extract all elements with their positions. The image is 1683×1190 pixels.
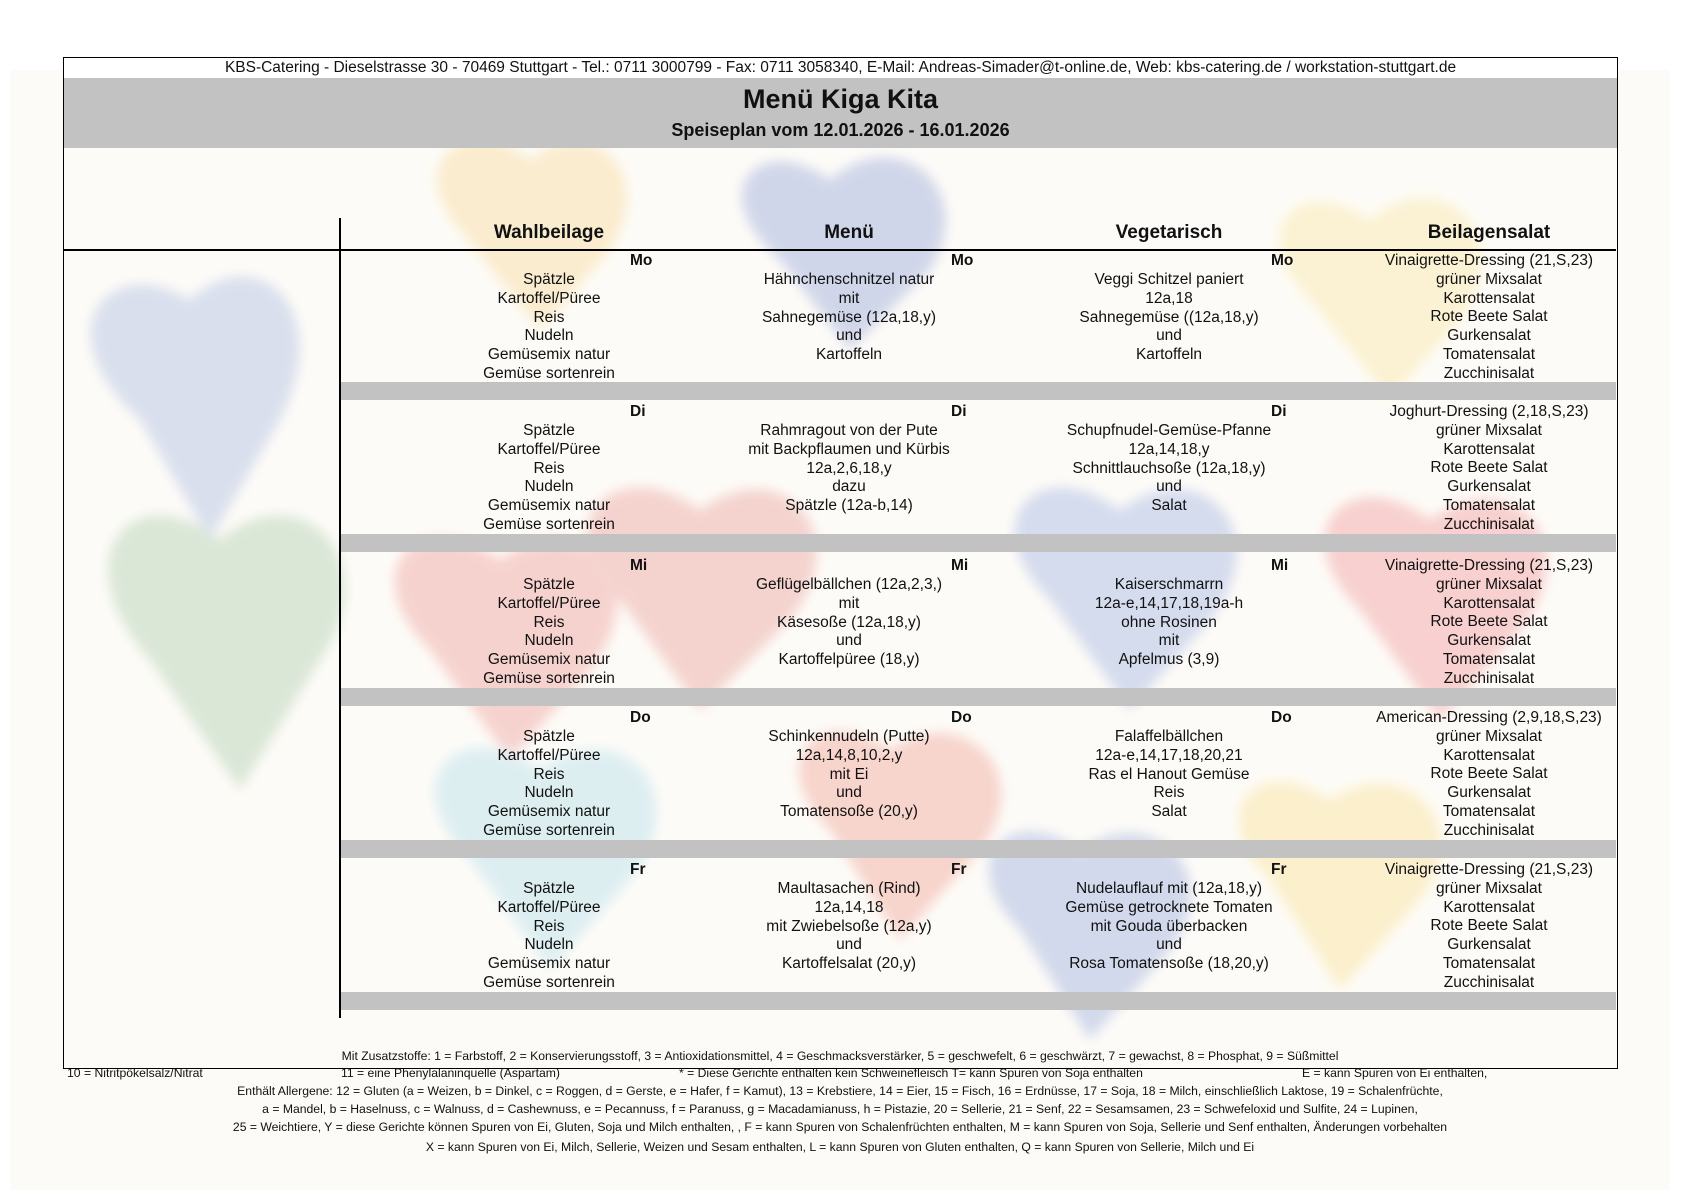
day-label-salat: Di [1271,403,1287,420]
vegetarisch-list [1024,271,1314,365]
menu-list-item: Maultasachen (Rind) [777,880,921,897]
vegetarisch-list-item: 12a-e,14,17,18,20,21 [1095,746,1243,764]
wahlbeilage-list [404,271,694,384]
wahlbeilage-list-item: Gemüse sortenrein [483,821,615,839]
header-divider [64,249,1616,251]
column-header-beilagensalat: Beilagensalat [1427,222,1551,243]
wahlbeilage-list-item: Gemüse sortenrein [483,364,615,382]
vegetarisch-list-item: Salat [1151,497,1187,515]
day-label-salat: Do [1271,709,1292,726]
column-header-menu: Menü [824,222,874,243]
day-label-salat: Fr [1271,861,1287,878]
salat-list [1314,709,1664,841]
wahlbeilage-list-item: Reis [533,613,565,631]
salat-list [1314,403,1664,535]
title-band [64,78,1617,148]
vegetarisch-list [1024,422,1314,516]
wahlbeilage-list-item: Gemüsemix natur [487,803,611,821]
menu-sheet [63,57,1618,1154]
menu-list [704,576,994,670]
wahlbeilage-list-item: Gemüsemix natur [487,497,611,515]
menu-list-item: und [836,327,862,345]
column-header-vegetarisch: Vegetarisch [1115,222,1223,243]
wahlbeilage-list [404,422,694,535]
menu-list-item: 12a,2,6,18,y [806,459,892,477]
day-label-salat: Mi [1271,557,1289,574]
menu-list-item: Kartoffelsalat (20,y) [781,955,917,973]
page-title: Menü Kiga Kita [742,84,938,114]
wahlbeilage-list-item: Spätzle [523,422,575,439]
wahlbeilage-list-item: Kartoffel/Püree [497,898,601,916]
day-label-menu: Fr [630,861,646,878]
wahlbeilage-list-item: Gemüsemix natur [487,955,611,973]
day-separator [341,534,1616,552]
wahlbeilage-list-item: Spätzle [523,880,575,897]
menu-list-item: und [836,784,862,802]
salat-list-item: Zucchinisalat [1443,364,1535,382]
wahlbeilage-list-item: Spätzle [523,576,575,593]
vegetarisch-list-item: Gemüse getrocknete Tomaten [1065,898,1273,916]
salat-list-item: Karottensalat [1443,289,1535,307]
vegetarisch-list-item: Nudelauflauf mit (12a,18,y) [1075,880,1263,897]
vegetarisch-list-item: Apfelmus (3,9) [1118,651,1220,669]
wahlbeilage-list [404,576,694,689]
wahlbeilage-list-item: Nudeln [524,936,574,954]
menu-list-item: 12a,14,18 [814,898,884,916]
menu-list-item: Tomatensoße (20,y) [780,803,918,821]
salat-list-item: Tomatensalat [1442,496,1536,514]
wahlbeilage-list [404,880,694,993]
legend-line-traces: 25 = Weichtiere, Y = diese Gerichte können Spuren von Ei, Gluten, Soja und Milch enthalten, , F = kann Spuren von Schalenfrüchten enthalten, M = kann Spuren von Soja, Sellerie und Senf enthalten, Änderungen vorbehalten [232,1120,1448,1134]
menu-list-item: Kartoffeln [815,346,883,364]
vegetarisch-list-item: Schnittlauchsoße (12a,18,y) [1072,459,1266,477]
legend-line-egg: E = kann Spuren von Ei enthalten, [1302,1066,1488,1080]
salat-list-item: Zucchinisalat [1443,821,1535,839]
menu-list-item: Rahmragout von der Pute [760,422,938,439]
salat-list [1314,861,1664,993]
menu-list-item: Hähnchenschnitzel natur [763,271,935,288]
salat-list-item: Karottensalat [1443,898,1535,916]
salat-list-item: Tomatensalat [1442,345,1536,363]
salat-list-item: Rote Beete Salat [1430,613,1548,631]
salat-list-item: Vinaigrette-Dressing (21,S,23) [1384,252,1594,269]
menu-list-item: Geflügelbällchen (12a,2,3,) [755,576,943,593]
day-label-menu: Di [630,403,646,420]
menu-list-item: mit Zwiebelsoße (12a,y) [766,917,932,935]
menu-grid [64,148,1616,1154]
salat-list-item: Vinaigrette-Dressing (21,S,23) [1384,861,1594,878]
day-label-vegetarisch: Fr [951,861,967,878]
left-divider [339,218,341,1018]
salat-list-item: grüner Mixsalat [1436,575,1542,593]
salat-list-item: Tomatensalat [1442,954,1536,972]
menu-list-item: Kartoffelpüree (18,y) [778,651,920,669]
day-separator [341,992,1616,1010]
salat-list-item: Joghurt-Dressing (2,18,S,23) [1389,403,1589,420]
wahlbeilage-list-item: Gemüse sortenrein [483,973,615,991]
vegetarisch-list-item: und [1156,936,1182,954]
wahlbeilage-list-item: Reis [533,308,565,326]
salat-list-item: Tomatensalat [1442,802,1536,820]
menu-list [704,271,994,365]
menu-list-item: mit [838,289,860,307]
wahlbeilage-list-item: Kartoffel/Püree [497,440,601,458]
vegetarisch-list-item: und [1156,327,1182,345]
menu-list-item: und [836,632,862,650]
menu-list-item: Käsesoße (12a,18,y) [777,613,921,631]
wahlbeilage-list-item: Gemüse sortenrein [483,669,615,687]
day-label-menu: Mi [630,557,648,574]
salat-list-item: grüner Mixsalat [1436,879,1542,897]
day-label-vegetarisch: Mi [951,557,969,574]
vegetarisch-list-item: mit Gouda überbacken [1090,917,1248,935]
wahlbeilage-list-item: Nudeln [524,327,574,345]
menu-list-item: mit [838,594,860,612]
menu-list-item: mit Backpflaumen und Kürbis [748,440,950,458]
page-subtitle: Speiseplan vom 12.01.2026 - 16.01.2026 [671,120,1010,140]
day-separator [341,840,1616,858]
legend-line-allergens: Enthält Allergene: 12 = Gluten (a = Weizen, b = Dinkel, c = Roggen, d = Gerste, e = Hafer, f = Kamut), 13 = Krebstiere, 14 = Eier, 15 = Fisch, 16 = Erdnüsse, 17 = Soja, 18 = Milch, einschließlich Laktose, 19 = Schalenfrüchte, [237,1084,1443,1098]
salat-list-item: Karottensalat [1443,594,1535,612]
salat-list-item: Zucchinisalat [1443,669,1535,687]
menu-list-item: und [836,936,862,954]
wahlbeilage-list-item: Gemüsemix natur [487,346,611,364]
menu-list [704,728,994,822]
salat-list-item: Zucchinisalat [1443,973,1535,991]
legend-line-aspartame: 11 = eine Phenylalaninquelle (Aspartam) [341,1066,560,1080]
legend-line-nuts: a = Mandel, b = Haselnuss, c = Walnuss, d = Cashewnuss, e = Pecannuss, f = Paranuss, g = Macadamianuss, h = Pistazie, 20 = Sellerie, 21 = Senf, 22 = Sesamsamen, 23 = Schwefeloxid und Sulfite, 24 = Lupinen, [262,1102,1418,1116]
menu-list-item: dazu [832,478,866,496]
vegetarisch-list-item: mit [1158,632,1180,650]
vegetarisch-list-item: Falaffelbällchen [1114,728,1224,745]
vegetarisch-list-item: 12a,18 [1145,289,1193,307]
wahlbeilage-list-item: Kartoffel/Püree [497,594,601,612]
salat-list-item: Zucchinisalat [1443,515,1535,533]
salat-list-item: Gurkensalat [1447,327,1531,345]
wahlbeilage-list-item: Kartoffel/Püree [497,289,601,307]
legend-line-traces-x: X = kann Spuren von Ei, Milch, Sellerie, Weizen und Sesam enthalten, L = kann Spuren von Gluten enthalten, Q = kann Spuren von Sellerie, Milch und Ei [425,1140,1255,1154]
salat-list-item: Rote Beete Salat [1430,459,1548,477]
salat-list-item: Karottensalat [1443,440,1535,458]
salat-list-item: Gurkensalat [1447,632,1531,650]
company-info: KBS-Catering - Dieselstrasse 30 - 70469 Stuttgart - Tel.: 0711 3000799 - Fax: 0711 3058340, E-Mail: Andreas-Simader@t-online.de, Web: kbs-catering.de / workstation-stuttgart.de [64,58,1617,78]
wahlbeilage-list-item: Nudeln [524,784,574,802]
day-label-menu: Do [630,709,651,726]
salat-list-item: Rote Beete Salat [1430,308,1548,326]
salat-list-item: Gurkensalat [1447,784,1531,802]
wahlbeilage-list-item: Kartoffel/Püree [497,746,601,764]
salat-list-item: Rote Beete Salat [1430,917,1548,935]
vegetarisch-list-item: Salat [1151,803,1187,821]
wahlbeilage-list-item: Gemüse sortenrein [483,515,615,533]
vegetarisch-list [1024,728,1314,822]
day-label-salat: Mo [1271,252,1294,269]
vegetarisch-list [1024,576,1314,670]
salat-list-item: grüner Mixsalat [1436,270,1542,288]
menu-list-item: mit Ei [829,765,869,783]
day-separator [341,382,1616,400]
salat-list-item: Rote Beete Salat [1430,765,1548,783]
day-label-vegetarisch: Di [951,403,967,420]
menu-list [704,880,994,974]
wahlbeilage-list-item: Spätzle [523,271,575,288]
vegetarisch-list-item: Kartoffeln [1135,346,1203,364]
day-separator [341,688,1616,706]
salat-list [1314,252,1664,384]
salat-list-item: Gurkensalat [1447,478,1531,496]
vegetarisch-list-item: Reis [1153,784,1185,802]
salat-list-item: grüner Mixsalat [1436,421,1542,439]
menu-list-item: Sahnegemüse (12a,18,y) [761,308,937,326]
day-label-vegetarisch: Mo [951,252,974,269]
salat-list-item: American-Dressing (2,9,18,S,23) [1376,709,1602,726]
wahlbeilage-list-item: Gemüsemix natur [487,651,611,669]
column-header-wahlbeilage: Wahlbeilage [493,222,605,243]
legend-line-nitrite: 10 = Nitritpökelsalz/Nitrat [67,1066,203,1080]
wahlbeilage-list-item: Nudeln [524,632,574,650]
salat-list-item: Gurkensalat [1447,936,1531,954]
vegetarisch-list-item: Kaiserschmarrn [1114,576,1224,593]
vegetarisch-list-item: Schupfnudel-Gemüse-Pfanne [1066,422,1272,439]
wahlbeilage-list-item: Spätzle [523,728,575,745]
vegetarisch-list-item: Sahnegemüse ((12a,18,y) [1079,308,1259,326]
day-label-menu: Mo [630,252,653,269]
wahlbeilage-list-item: Reis [533,765,565,783]
legend-line-additives: Mit Zusatzstoffe: 1 = Farbstoff, 2 = Konservierungsstoff, 3 = Antioxidationsmittel, 4 = Geschmacksverstärker, 5 = geschwefelt, 6 = geschwärzt, 7 = gewachst, 8 = Phosphat, 9 = Süßmittel [341,1049,1339,1063]
wahlbeilage-list-item: Reis [533,917,565,935]
day-label-vegetarisch: Do [951,709,972,726]
salat-list-item: grüner Mixsalat [1436,727,1542,745]
salat-list [1314,557,1664,689]
salat-list-item: Karottensalat [1443,746,1535,764]
menu-list [704,422,994,516]
vegetarisch-list-item: ohne Rosinen [1121,613,1217,631]
wahlbeilage-list-item: Nudeln [524,478,574,496]
vegetarisch-list-item: Veggi Schitzel paniert [1094,271,1244,288]
salat-list-item: Vinaigrette-Dressing (21,S,23) [1384,557,1594,574]
wahlbeilage-list [404,728,694,841]
vegetarisch-list-item: 12a,14,18,y [1128,440,1210,458]
legend-line-pork-soy: * = Diese Gerichte enthalten kein Schweinefleisch T= kann Spuren von Soja enthalten [679,1066,1143,1080]
menu-list-item: Spätzle (12a-b,14) [785,497,913,515]
menu-list-item: 12a,14,8,10,2,y [795,746,903,764]
vegetarisch-list [1024,880,1314,974]
menu-list-item: Schinkennudeln (Putte) [768,728,930,745]
vegetarisch-list-item: und [1156,478,1182,496]
vegetarisch-list-item: Rosa Tomatensoße (18,20,y) [1069,955,1269,973]
vegetarisch-list-item: Ras el Hanout Gemüse [1088,765,1250,783]
salat-list-item: Tomatensalat [1442,650,1536,668]
vegetarisch-list-item: 12a-e,14,17,18,19a-h [1094,594,1244,612]
wahlbeilage-list-item: Reis [533,459,565,477]
